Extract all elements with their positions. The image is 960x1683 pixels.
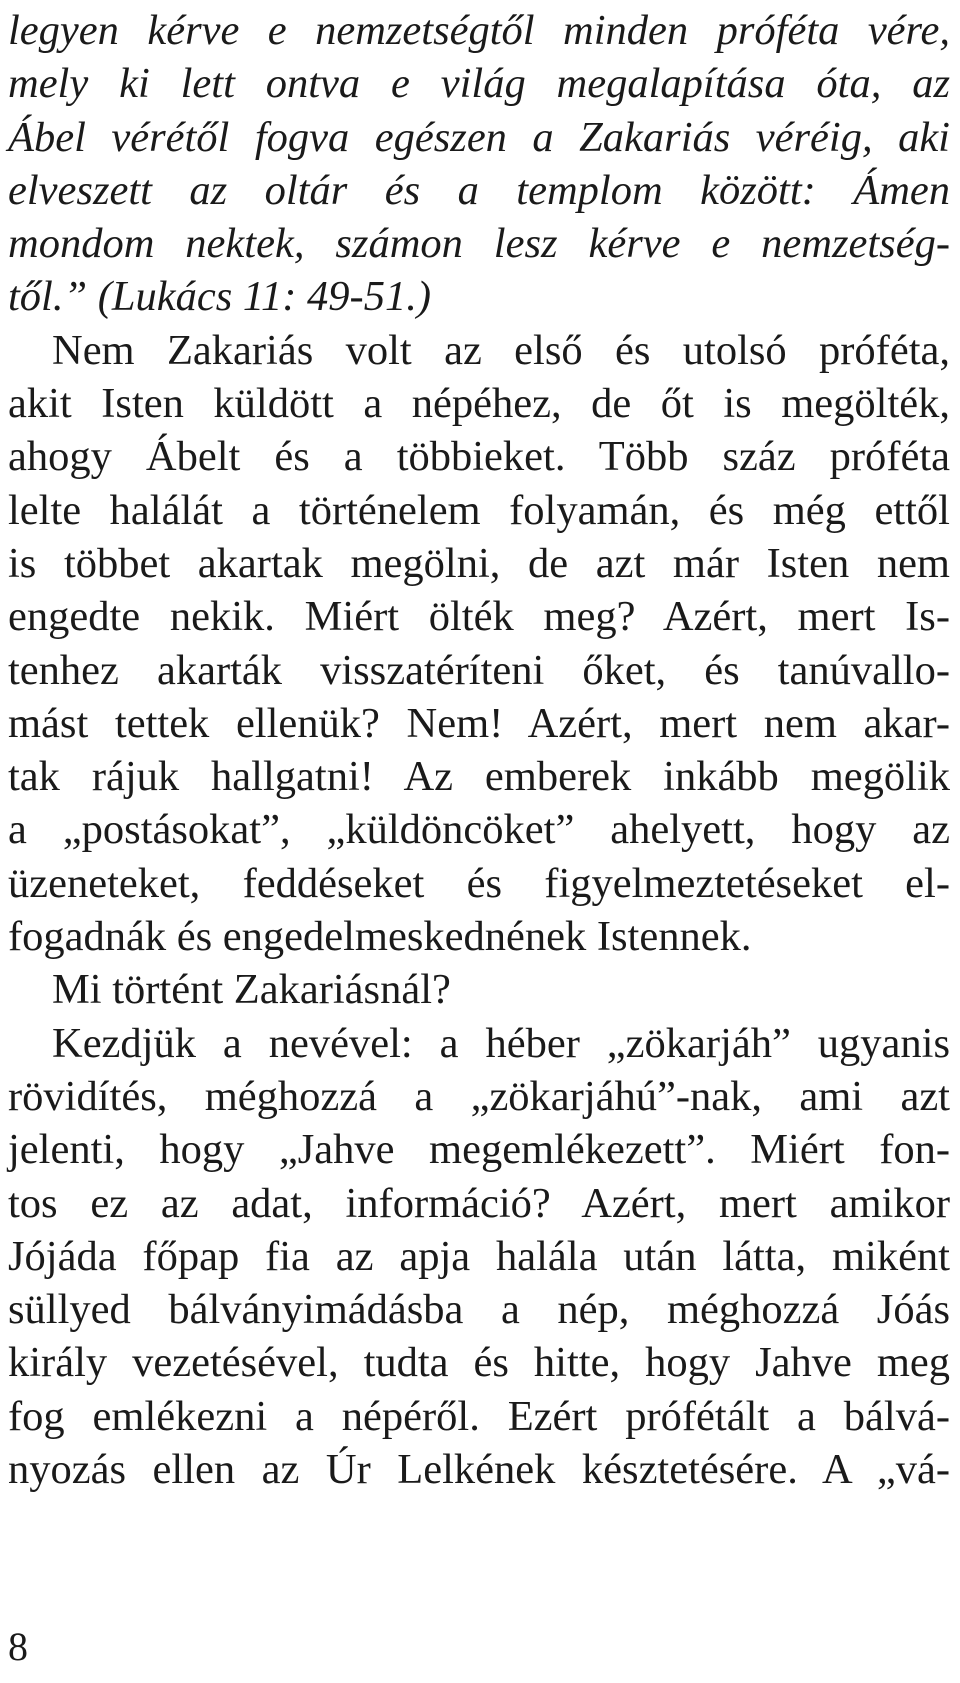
text-line: is többet akartak megölni, de azt már Isten nem bbox=[8, 539, 950, 587]
text-line: tenhez akarták visszatéríteni őket, és tanúvallo- bbox=[8, 646, 950, 694]
text-line: tak rájuk hallgatni! Az emberek inkább megölik bbox=[8, 753, 950, 801]
text-line: király vezetésével, tudta és hitte, hogy Jahve meg bbox=[8, 1339, 950, 1387]
text-line: nyozás ellen az Úr Lelkének késztetésére. A „vá- bbox=[8, 1446, 950, 1494]
page-body bbox=[8, 4, 950, 1496]
text-line: legyen kérve e nemzetségtől minden próféta vére, bbox=[8, 7, 950, 54]
text-line: jelenti, hogy „Jahve megemlékezett”. Miért fon- bbox=[8, 1126, 950, 1174]
text-line: lelte halálát a történelem folyamán, és még ettől bbox=[8, 486, 950, 534]
text-line: Jójáda főpap fia az apja halála után látta, miként bbox=[8, 1232, 950, 1280]
text-line: süllyed bálványimádásba a nép, méghozzá Jóás bbox=[8, 1286, 950, 1334]
text-line: Ábel vérétől fogva egészen a Zakariás véréig, aki bbox=[8, 113, 950, 161]
text-line: elveszett az oltár és a templom között: Ámen bbox=[8, 166, 950, 214]
text-line: fog emlékezni a népéről. Ezért prófétált a bálvá- bbox=[8, 1392, 950, 1440]
paragraph-first-line: Kezdjük a nevével: a héber „zökarjáh” ugyanis bbox=[52, 1019, 950, 1067]
text-line: ahogy Ábelt és a többieket. Több száz próféta bbox=[8, 433, 950, 481]
text-line: üzeneteket, feddéseket és figyelmeztetéseket el- bbox=[8, 859, 950, 907]
paragraph-first-line: Mi történt Zakariásnál? bbox=[52, 966, 451, 1014]
paragraph-first-line: Nem Zakariás volt az első és utolsó próféta, bbox=[52, 326, 950, 374]
text-line: fogadnák és engedelmeskednének Istennek. bbox=[8, 913, 752, 961]
text-line: mondom nektek, számon lesz kérve e nemzetség- bbox=[8, 220, 950, 268]
text-line: től.” (Lukács 11: 49-51.) bbox=[8, 273, 431, 321]
text-line: akit Isten küldött a népéhez, de őt is megölték, bbox=[8, 380, 950, 428]
text-line: tos ez az adat, információ? Azért, mert amikor bbox=[8, 1179, 950, 1227]
text-line: mely ki lett ontva e világ megalapítása óta, az bbox=[8, 60, 950, 108]
text-line: a „postásokat”, „küldöncöket” ahelyett, hogy az bbox=[8, 806, 950, 854]
page-number: 8 bbox=[8, 1624, 28, 1669]
text-line: engedte nekik. Miért ölték meg? Azért, mert Is- bbox=[8, 593, 950, 641]
text-line: rövidítés, méghozzá a „zökarjáhú”-nak, ami azt bbox=[8, 1072, 950, 1120]
text-line: mást tettek ellenük? Nem! Azért, mert nem akar- bbox=[8, 699, 950, 747]
